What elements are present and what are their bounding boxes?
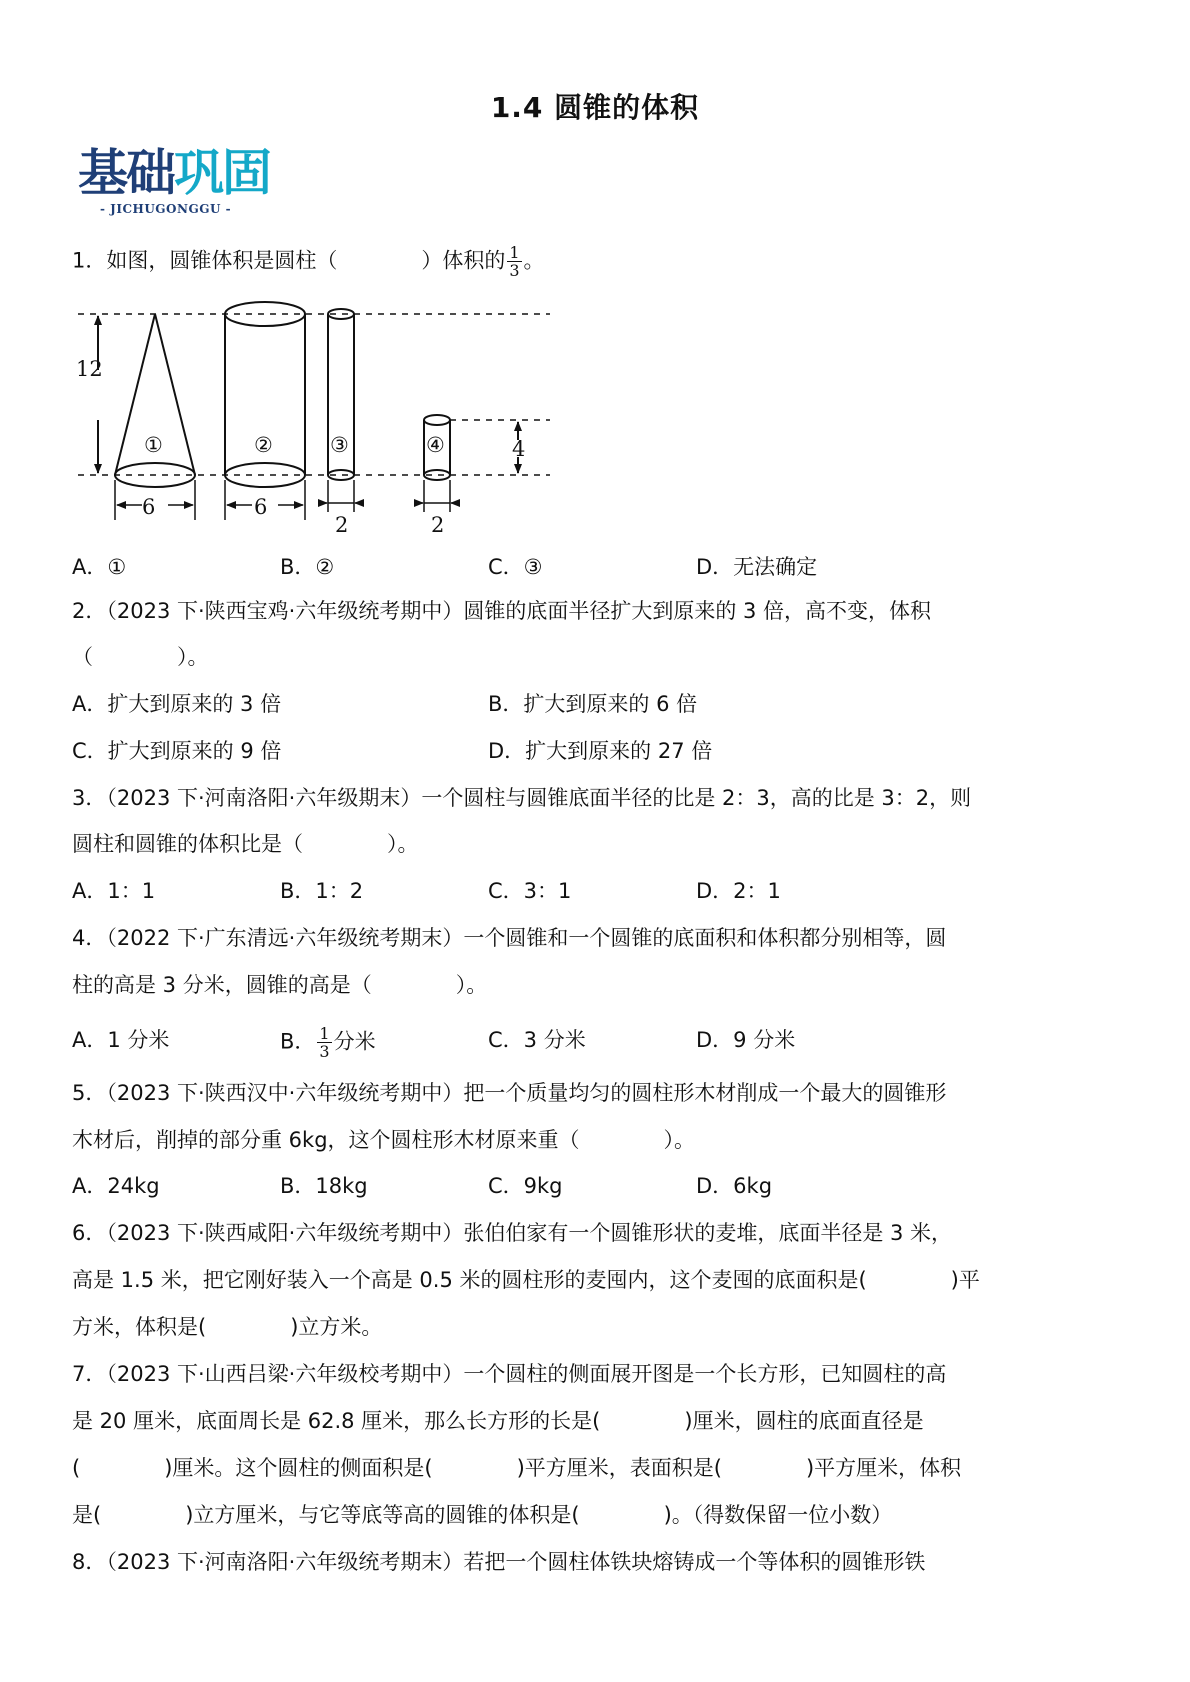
logo-subtitle: - JICHUGONGGU - xyxy=(100,202,232,216)
question-8-line-1: 8．（2023 下·河南洛阳·六年级统考期末）若把一个圆柱体铁块熔铸成一个等体积的圆锥形铁 xyxy=(72,1550,926,1574)
question-5-line-2: 木材后，削掉的部分重 6kg，这个圆柱形木材原来重（ ）。 xyxy=(72,1128,696,1152)
q3-option-d[interactable]: D．2：1 xyxy=(696,879,781,903)
question-2-line-2: （ ）。 xyxy=(72,645,209,669)
fraction-numerator: 1 xyxy=(509,243,520,262)
cylinder-thin-short-shape xyxy=(416,415,458,512)
q2-option-d[interactable]: D．扩大到原来的 27 倍 xyxy=(488,739,713,763)
q5-option-d[interactable]: D．6kg xyxy=(696,1174,773,1198)
question-3-line-1: 3．（2023 下·河南洛阳·六年级期末）一个圆柱与圆锥底面半径的比是 2：3，高的比是 3：2，则 xyxy=(72,786,972,810)
cylinder-thin-tall-shape xyxy=(320,309,362,512)
fraction-one-third-b xyxy=(317,1025,331,1060)
q1-option-a[interactable]: A．① xyxy=(72,555,127,579)
section-logo xyxy=(78,144,288,216)
circle-3-label: ③ xyxy=(330,433,349,457)
cylinder-large-shape xyxy=(225,302,305,520)
q2-option-b[interactable]: B．扩大到原来的 6 倍 xyxy=(488,692,698,716)
q1-option-c[interactable]: C．③ xyxy=(488,555,543,579)
logo-text-light: 巩固 xyxy=(174,144,270,202)
question-1-end: 。 xyxy=(523,248,545,273)
question-7-line-1: 7．（2023 下·山西吕梁·六年级校考期中）一个圆柱的侧面展开图是一个长方形，已知圆柱的高 xyxy=(72,1362,947,1386)
question-5-line-1: 5．（2023 下·陕西汉中·六年级统考期中）把一个质量均匀的圆柱形木材削成一个最大的圆锥形 xyxy=(72,1081,947,1105)
page-title: 1.4 圆锥的体积 xyxy=(490,91,700,124)
question-2-line-1: 2．（2023 下·陕西宝鸡·六年级统考期中）圆锥的底面半径扩大到原来的 3 倍，高不变，体积 xyxy=(72,599,932,623)
q1-option-b[interactable]: B．② xyxy=(280,555,335,579)
q3-option-a[interactable]: A．1：1 xyxy=(72,879,156,903)
logo-text-dark: 基础 xyxy=(78,144,174,202)
q4-option-a[interactable]: A．1 分米 xyxy=(72,1028,170,1052)
question-6-line-2: 高是 1.5 米，把它刚好装入一个高是 0.5 米的圆柱形的麦囤内，这个麦囤的底面积是( )平 xyxy=(72,1268,980,1292)
diameter-thin-short-label: 2 xyxy=(431,513,445,537)
q4-option-c[interactable]: C．3 分米 xyxy=(488,1028,586,1052)
circle-2-label: ② xyxy=(254,433,273,457)
question-7-line-4: 是( )立方厘米，与它等底等高的圆锥的体积是( )。（得数保留一位小数） xyxy=(72,1503,893,1527)
q5-option-a[interactable]: A．24kg xyxy=(72,1174,160,1198)
q2-option-c[interactable]: C．扩大到原来的 9 倍 xyxy=(72,739,282,763)
diameter-cylinder-label: 6 xyxy=(254,495,268,519)
q3-option-c[interactable]: C．3：1 xyxy=(488,879,572,903)
circle-4-label: ④ xyxy=(426,433,445,457)
q5-option-c[interactable]: C．9kg xyxy=(488,1174,563,1198)
question-7-line-2: 是 20 厘米，底面周长是 62.8 厘米，那么长方形的长是( )厘米，圆柱的底面直径是 xyxy=(72,1409,924,1433)
fraction-denominator-b: 3 xyxy=(319,1042,330,1061)
question-4-line-1: 4．（2022 下·广东清远·六年级统考期末）一个圆锥和一个圆锥的底面积和体积都分别相等，圆 xyxy=(72,926,947,950)
question-6-line-3: 方米，体积是( )立方米。 xyxy=(72,1315,383,1339)
height-4-label: 4 xyxy=(512,437,526,461)
question-1-text: 1．如图，圆锥体积是圆柱（ ）体积的 xyxy=(72,248,506,273)
logo-text xyxy=(78,144,270,202)
question-6-line-1: 6．（2023 下·陕西咸阳·六年级统考期中）张伯伯家有一个圆锥形状的麦堆，底面半径是 3 米， xyxy=(72,1221,953,1245)
fraction-one-third xyxy=(507,244,521,279)
cone-cylinder-figure xyxy=(60,290,560,540)
diameter-thin-tall-label: 2 xyxy=(335,513,349,537)
question-1 xyxy=(72,244,545,279)
q4-option-d[interactable]: D．9 分米 xyxy=(696,1028,796,1052)
circle-1-label: ① xyxy=(144,433,163,457)
q4-option-b-unit: 分米 xyxy=(333,1029,376,1054)
q5-option-b[interactable]: B．18kg xyxy=(280,1174,368,1198)
fraction-denominator: 3 xyxy=(509,261,520,280)
question-4-line-2: 柱的高是 3 分米，圆锥的高是（ ）。 xyxy=(72,973,488,997)
cone-shape xyxy=(115,314,195,520)
fraction-numerator-b: 1 xyxy=(319,1024,330,1043)
q3-option-b[interactable]: B．1：2 xyxy=(280,879,364,903)
q1-option-d[interactable]: D．无法确定 xyxy=(696,555,818,579)
question-7-line-3: ( )厘米。这个圆柱的侧面积是( )平方厘米，表面积是( )平方厘米，体积 xyxy=(72,1456,962,1480)
q4-option-b[interactable] xyxy=(280,1025,376,1060)
q4-option-b-letter: B． xyxy=(280,1029,316,1054)
q2-option-a[interactable]: A．扩大到原来的 3 倍 xyxy=(72,692,282,716)
height-12-label: 12 xyxy=(76,357,103,381)
diameter-cone-label: 6 xyxy=(142,495,156,519)
question-3-line-2: 圆柱和圆锥的体积比是（ ）。 xyxy=(72,832,419,856)
